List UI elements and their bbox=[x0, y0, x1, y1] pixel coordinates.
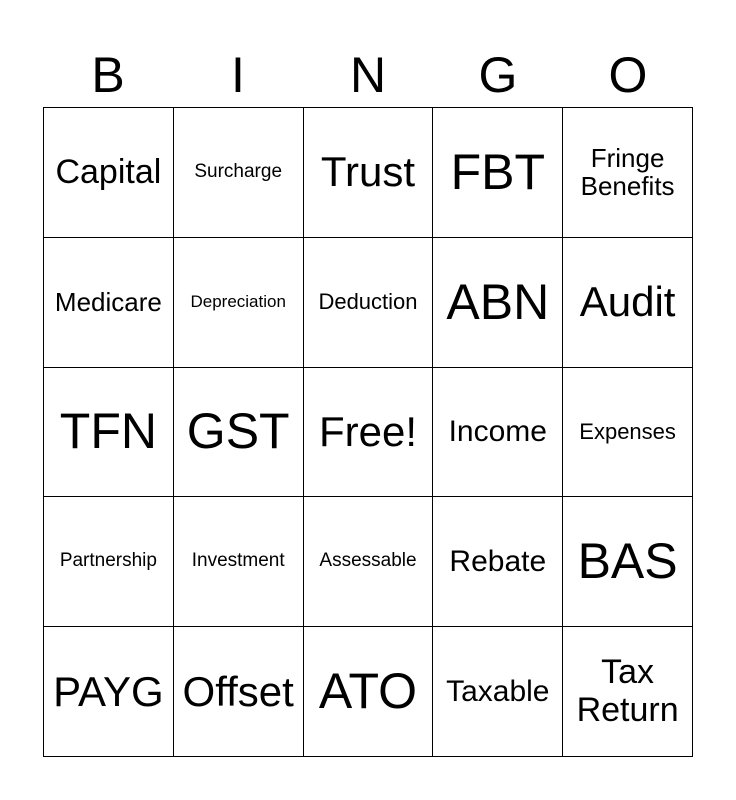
cell-text: Fringe Benefits bbox=[580, 142, 675, 202]
cell-text: Capital bbox=[55, 152, 162, 191]
bingo-cell[interactable] bbox=[563, 497, 693, 627]
cell-text: TFN bbox=[59, 403, 157, 460]
bingo-cell[interactable] bbox=[174, 497, 304, 627]
bingo-cell[interactable] bbox=[433, 108, 563, 238]
bingo-cell[interactable] bbox=[174, 238, 304, 368]
cell-text: Investment bbox=[191, 550, 285, 572]
cell-text: Expenses bbox=[579, 418, 676, 444]
cell-text: ATO bbox=[318, 663, 418, 720]
bingo-cell[interactable] bbox=[563, 238, 693, 368]
bingo-cell[interactable] bbox=[304, 497, 434, 627]
cell-text: Surcharge bbox=[194, 160, 283, 182]
cell-text: Rebate bbox=[449, 545, 547, 579]
header-letter-b: B bbox=[91, 47, 125, 103]
bingo-cell[interactable] bbox=[44, 108, 174, 238]
cell-text: BAS bbox=[577, 533, 678, 590]
bingo-cell[interactable] bbox=[44, 627, 174, 757]
header-letter-g: G bbox=[478, 47, 518, 103]
bingo-cell[interactable] bbox=[433, 238, 563, 368]
bingo-cell[interactable] bbox=[174, 627, 304, 757]
cell-text: Income bbox=[448, 415, 547, 449]
bingo-cell[interactable] bbox=[563, 368, 693, 498]
bingo-card-grid bbox=[43, 107, 693, 757]
cell-text: Audit bbox=[579, 278, 676, 326]
cell-text: Assessable bbox=[319, 550, 417, 572]
bingo-cell[interactable] bbox=[304, 238, 434, 368]
bingo-cell[interactable] bbox=[44, 497, 174, 627]
cell-text: Partnership bbox=[59, 550, 157, 572]
cell-text: FBT bbox=[450, 143, 545, 200]
bingo-cell[interactable] bbox=[433, 368, 563, 498]
header-letter-o: O bbox=[608, 47, 648, 103]
bingo-cell[interactable] bbox=[304, 627, 434, 757]
cell-text: PAYG bbox=[53, 667, 164, 715]
bingo-cell[interactable] bbox=[563, 108, 693, 238]
bingo-cell[interactable] bbox=[174, 108, 304, 238]
bingo-cell free-space[interactable] bbox=[304, 368, 434, 498]
cell-text: Medicare bbox=[54, 286, 162, 317]
cell-text: Offset bbox=[182, 667, 294, 715]
cell-text: Tax Return bbox=[576, 653, 679, 729]
cell-text: Trust bbox=[320, 148, 416, 196]
bingo-cell[interactable] bbox=[44, 238, 174, 368]
free-space-text: Free! bbox=[318, 407, 417, 455]
cell-text: GST bbox=[186, 403, 290, 460]
cell-text: Deduction bbox=[318, 289, 418, 315]
cell-text: Taxable bbox=[446, 675, 550, 709]
bingo-cell[interactable] bbox=[433, 627, 563, 757]
bingo-cell[interactable] bbox=[304, 108, 434, 238]
header-letter-i: I bbox=[231, 47, 245, 103]
bingo-cell[interactable] bbox=[433, 497, 563, 627]
bingo-header bbox=[43, 46, 693, 104]
cell-text: Depreciation bbox=[190, 291, 286, 311]
bingo-cell[interactable] bbox=[44, 368, 174, 498]
bingo-cell[interactable] bbox=[563, 627, 693, 757]
bingo-cell[interactable] bbox=[174, 368, 304, 498]
header-letter-n: N bbox=[349, 47, 387, 103]
cell-text: ABN bbox=[446, 273, 550, 330]
